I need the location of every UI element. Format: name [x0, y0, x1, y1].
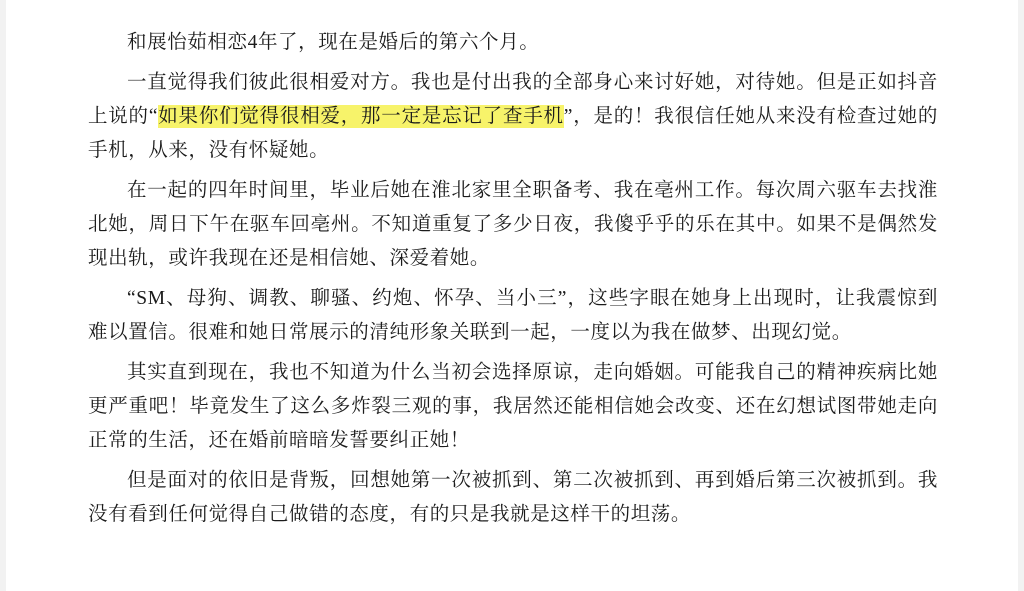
- text-run: 但是面对的依旧是背叛，回想她第一次被抓到、第二次被抓到、再到婚后第三次被抓到。我没有看到任何觉得自己做错的态度，有的只是我就是这样干的坦荡。: [88, 470, 938, 525]
- paragraph: [88, 66, 938, 168]
- text-run: 和展怡茹相恋4年了，现在是婚后的第六个月。: [127, 32, 540, 53]
- paragraph: [88, 282, 938, 350]
- text-run: “SM、母狗、调教、聊骚、约炮、怀孕、当小三”，这些字眼在她身上出现时，让我震惊到难以置信。很难和她日常展示的清纯形象关联到一起，一度以为我在做梦、出现幻觉。: [88, 288, 938, 343]
- document-text-body: [88, 26, 938, 532]
- text-run: 其实直到现在，我也不知道为什么当初会选择原谅，走向婚姻。可能我自己的精神疾病比她更严重吧！毕竟发生了这么多炸裂三观的事，我居然还能相信她会改变、还在幻想试图带她走向正常的生活，还在婚前暗暗发誓要纠正她！: [88, 362, 938, 451]
- page-left-margin-strip: [0, 0, 6, 591]
- paragraph: [88, 356, 938, 458]
- text-run: “: [148, 106, 159, 127]
- text-run: ”，是的！我很信任她从来没有检查过她的手机，从来，没有怀疑她。: [88, 106, 938, 161]
- highlighted-text: 如果你们觉得很相爱，那一定是忘记了查手机: [158, 106, 564, 127]
- paragraph: [88, 174, 938, 276]
- paragraph: [88, 464, 938, 532]
- text-run: 在一起的四年时间里，毕业后她在淮北家里全职备考、我在亳州工作。每次周六驱车去找淮北她，周日下午在驱车回亳州。不知道重复了多少日夜，我傻乎乎的乐在其中。如果不是偶然发现出轨，或许我现在还是相信她、深爱着她。: [88, 180, 938, 269]
- paragraph: [88, 26, 938, 60]
- text-run: 一直觉得我们彼此很相爱对方。我也是付出我的全部身心来讨好她，对待她。但是正如抖音上说的: [88, 72, 938, 127]
- page-right-margin-strip: [1018, 0, 1024, 591]
